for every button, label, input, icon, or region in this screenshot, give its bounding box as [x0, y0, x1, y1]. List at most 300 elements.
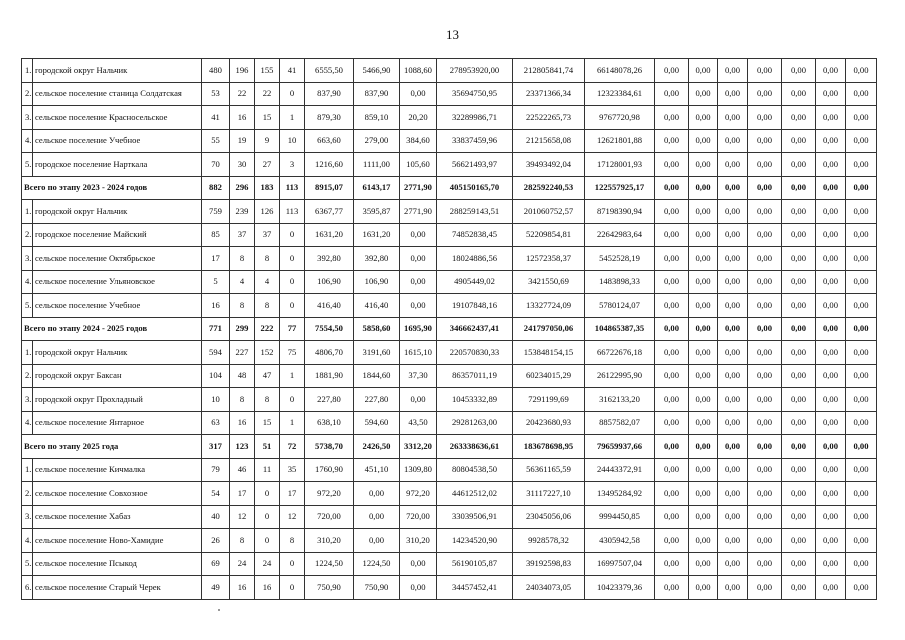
value-cell: 31117227,10	[513, 482, 585, 506]
value-cell: 0,00	[846, 364, 877, 388]
value-cell: 70	[202, 153, 230, 177]
value-cell: 3312,20	[400, 435, 437, 459]
value-cell: 0,00	[689, 59, 718, 83]
value-cell: 0,00	[718, 458, 748, 482]
value-cell: 0,00	[655, 529, 689, 553]
value-cell: 1216,60	[305, 153, 354, 177]
value-cell: 0,00	[655, 364, 689, 388]
value-cell: 0,00	[748, 200, 782, 224]
value-cell: 48	[230, 364, 255, 388]
value-cell: 0,00	[689, 294, 718, 318]
value-cell: 879,30	[305, 106, 354, 130]
value-cell: 0,00	[718, 341, 748, 365]
value-cell: 0,00	[655, 482, 689, 506]
value-cell: 0,00	[718, 106, 748, 130]
value-cell: 0,00	[400, 270, 437, 294]
value-cell: 0,00	[846, 129, 877, 153]
value-cell: 0,00	[748, 153, 782, 177]
value-cell: 9994450,85	[585, 505, 655, 529]
value-cell: 0,00	[816, 153, 846, 177]
value-cell: 0,00	[689, 82, 718, 106]
value-cell: 113	[280, 176, 305, 200]
table-row	[22, 576, 877, 600]
page-number: 13	[446, 27, 459, 42]
value-cell: 0,00	[782, 482, 816, 506]
value-cell: 24	[230, 552, 255, 576]
value-cell: 0,00	[816, 270, 846, 294]
municipality-name: сельское поселение Октябрьское	[33, 247, 202, 271]
value-cell: 0,00	[718, 270, 748, 294]
municipality-name: сельское поселение Ульяновское	[33, 270, 202, 294]
row-number: 2.	[22, 482, 33, 506]
row-number: 4.	[22, 411, 33, 435]
municipality-name: городской округ Нальчик	[33, 200, 202, 224]
value-cell: 1309,80	[400, 458, 437, 482]
value-cell: 54	[202, 482, 230, 506]
value-cell: 227	[230, 341, 255, 365]
value-cell: 0,00	[718, 529, 748, 553]
table-row	[22, 388, 877, 412]
value-cell: 155	[255, 59, 280, 83]
value-cell: 0,00	[689, 153, 718, 177]
value-cell: 0,00	[782, 411, 816, 435]
value-cell: 0,00	[748, 364, 782, 388]
value-cell: 0,00	[689, 106, 718, 130]
value-cell: 19	[230, 129, 255, 153]
value-cell: 10	[280, 129, 305, 153]
municipality-name: сельское поселение Старый Черек	[33, 576, 202, 600]
value-cell: 1881,90	[305, 364, 354, 388]
value-cell: 39493492,04	[513, 153, 585, 177]
row-number: 2.	[22, 223, 33, 247]
value-cell: 0,00	[816, 341, 846, 365]
table-row	[22, 482, 877, 506]
value-cell: 6555,50	[305, 59, 354, 83]
value-cell: 0,00	[718, 294, 748, 318]
value-cell: 0,00	[718, 176, 748, 200]
row-number: 3.	[22, 388, 33, 412]
value-cell: 0,00	[846, 294, 877, 318]
value-cell: 40	[202, 505, 230, 529]
value-cell: 10453332,89	[437, 388, 513, 412]
value-cell: 0	[280, 270, 305, 294]
value-cell: 44612512,02	[437, 482, 513, 506]
value-cell: 0,00	[655, 106, 689, 130]
value-cell: 12323384,61	[585, 82, 655, 106]
value-cell: 75	[280, 341, 305, 365]
value-cell: 0,00	[748, 505, 782, 529]
value-cell: 4806,70	[305, 341, 354, 365]
value-cell: 126	[255, 200, 280, 224]
table-row	[22, 59, 877, 83]
value-cell: 153848154,15	[513, 341, 585, 365]
row-number: 5.	[22, 153, 33, 177]
value-cell: 23045056,06	[513, 505, 585, 529]
value-cell: 759	[202, 200, 230, 224]
value-cell: 0,00	[400, 388, 437, 412]
value-cell: 5738,70	[305, 435, 354, 459]
value-cell: 15	[255, 106, 280, 130]
value-cell: 663,60	[305, 129, 354, 153]
value-cell: 0,00	[718, 82, 748, 106]
value-cell: 26122995,90	[585, 364, 655, 388]
value-cell: 279,00	[354, 129, 400, 153]
value-cell: 0,00	[816, 482, 846, 506]
value-cell: 17	[202, 247, 230, 271]
value-cell: 0,00	[689, 200, 718, 224]
value-cell: 16	[255, 576, 280, 600]
value-cell: 8	[280, 529, 305, 553]
value-cell: 1760,90	[305, 458, 354, 482]
value-cell: 26	[202, 529, 230, 553]
value-cell: 0,00	[782, 388, 816, 412]
value-cell: 0,00	[718, 153, 748, 177]
value-cell: 0,00	[655, 176, 689, 200]
value-cell: 0,00	[748, 270, 782, 294]
value-cell: 0,00	[816, 435, 846, 459]
value-cell: 0,00	[846, 411, 877, 435]
value-cell: 750,90	[354, 576, 400, 600]
total-label: Всего по этапу 2024 - 2025 годов	[22, 317, 202, 341]
value-cell: 278953920,00	[437, 59, 513, 83]
value-cell: 0,00	[655, 200, 689, 224]
value-cell: 0,00	[782, 364, 816, 388]
value-cell: 49	[202, 576, 230, 600]
value-cell: 8	[230, 294, 255, 318]
value-cell: 0,00	[689, 552, 718, 576]
municipality-name: городской округ Нальчик	[33, 59, 202, 83]
value-cell: 0,00	[718, 223, 748, 247]
value-cell: 0,00	[655, 247, 689, 271]
value-cell: 0,00	[748, 59, 782, 83]
municipality-name: сельское поселение Учебное	[33, 129, 202, 153]
value-cell: 0,00	[748, 129, 782, 153]
value-cell: 55	[202, 129, 230, 153]
value-cell: 0	[255, 482, 280, 506]
value-cell: 0,00	[748, 529, 782, 553]
value-cell: 1695,90	[400, 317, 437, 341]
value-cell: 0,00	[816, 388, 846, 412]
value-cell: 35	[280, 458, 305, 482]
value-cell: 60234015,29	[513, 364, 585, 388]
value-cell: 17128001,93	[585, 153, 655, 177]
table-row	[22, 129, 877, 153]
value-cell: 0,00	[846, 341, 877, 365]
value-cell: 299	[230, 317, 255, 341]
municipality-name: сельское поселение Совхозное	[33, 482, 202, 506]
value-cell: 122557925,17	[585, 176, 655, 200]
value-cell: 8915,07	[305, 176, 354, 200]
row-number: 1.	[22, 59, 33, 83]
value-cell: 152	[255, 341, 280, 365]
value-cell: 0,00	[718, 505, 748, 529]
value-cell: 22642983,64	[585, 223, 655, 247]
value-cell: 0,00	[655, 82, 689, 106]
value-cell: 2771,90	[400, 176, 437, 200]
value-cell: 0,00	[846, 317, 877, 341]
value-cell: 0,00	[782, 505, 816, 529]
value-cell: 0,00	[718, 200, 748, 224]
row-number: 5.	[22, 552, 33, 576]
value-cell: 0,00	[718, 388, 748, 412]
table-row	[22, 458, 877, 482]
value-cell: 0,00	[689, 247, 718, 271]
value-cell: 0,00	[846, 153, 877, 177]
table-row	[22, 294, 877, 318]
value-cell: 0,00	[782, 576, 816, 600]
value-cell: 0,00	[782, 106, 816, 130]
value-cell: 0,00	[400, 552, 437, 576]
municipality-name: сельское поселение Учебное	[33, 294, 202, 318]
value-cell: 0,00	[689, 482, 718, 506]
value-cell: 0	[280, 223, 305, 247]
value-cell: 1	[280, 411, 305, 435]
value-cell: 222	[255, 317, 280, 341]
value-cell: 288259143,51	[437, 200, 513, 224]
value-cell: 837,90	[354, 82, 400, 106]
value-cell: 27	[255, 153, 280, 177]
value-cell: 0,00	[655, 388, 689, 412]
value-cell: 0,00	[748, 411, 782, 435]
row-number: 2.	[22, 82, 33, 106]
value-cell: 20,20	[400, 106, 437, 130]
value-cell: 220570830,33	[437, 341, 513, 365]
value-cell: 0,00	[655, 317, 689, 341]
value-cell: 52209854,81	[513, 223, 585, 247]
value-cell: 1088,60	[400, 59, 437, 83]
value-cell: 46	[230, 458, 255, 482]
value-cell: 282592240,53	[513, 176, 585, 200]
value-cell: 0,00	[748, 294, 782, 318]
value-cell: 0,00	[846, 82, 877, 106]
value-cell: 0,00	[655, 294, 689, 318]
value-cell: 0,00	[782, 247, 816, 271]
value-cell: 87198390,94	[585, 200, 655, 224]
municipality-name: городской округ Прохладный	[33, 388, 202, 412]
value-cell: 0	[255, 529, 280, 553]
value-cell: 123	[230, 435, 255, 459]
value-cell: 0,00	[748, 458, 782, 482]
value-cell: 346662437,41	[437, 317, 513, 341]
value-cell: 859,10	[354, 106, 400, 130]
value-cell: 0,00	[718, 411, 748, 435]
value-cell: 0,00	[748, 176, 782, 200]
value-cell: 16	[230, 411, 255, 435]
value-cell: 2426,50	[354, 435, 400, 459]
value-cell: 416,40	[354, 294, 400, 318]
value-cell: 594,60	[354, 411, 400, 435]
value-cell: 12	[280, 505, 305, 529]
value-cell: 19107848,16	[437, 294, 513, 318]
value-cell: 11	[255, 458, 280, 482]
value-cell: 451,10	[354, 458, 400, 482]
value-cell: 594	[202, 341, 230, 365]
value-cell: 34457452,41	[437, 576, 513, 600]
value-cell: 0,00	[782, 129, 816, 153]
value-cell: 241797050,06	[513, 317, 585, 341]
municipality-name: сельское поселение станица Солдатская	[33, 82, 202, 106]
value-cell: 972,20	[400, 482, 437, 506]
value-cell: 183	[255, 176, 280, 200]
value-cell: 0,00	[718, 435, 748, 459]
value-cell: 106,90	[305, 270, 354, 294]
value-cell: 317	[202, 435, 230, 459]
value-cell: 37	[255, 223, 280, 247]
value-cell: 0,00	[846, 200, 877, 224]
value-cell: 882	[202, 176, 230, 200]
value-cell: 9767720,98	[585, 106, 655, 130]
municipality-name: сельское поселение Псыкод	[33, 552, 202, 576]
value-cell: 0,00	[655, 341, 689, 365]
value-cell: 310,20	[400, 529, 437, 553]
value-cell: 8	[230, 388, 255, 412]
value-cell: 24443372,91	[585, 458, 655, 482]
value-cell: 5466,90	[354, 59, 400, 83]
total-label: Всего по этапу 2023 - 2024 годов	[22, 176, 202, 200]
municipality-name: городской округ Нальчик	[33, 341, 202, 365]
row-number: 1.	[22, 200, 33, 224]
value-cell: 10	[202, 388, 230, 412]
value-cell: 0,00	[748, 247, 782, 271]
value-cell: 1224,50	[354, 552, 400, 576]
value-cell: 0,00	[689, 505, 718, 529]
value-cell: 1	[280, 106, 305, 130]
value-cell: 0,00	[846, 552, 877, 576]
row-number: 3.	[22, 106, 33, 130]
value-cell: 7554,50	[305, 317, 354, 341]
value-cell: 263338636,61	[437, 435, 513, 459]
table-row	[22, 153, 877, 177]
value-cell: 0,00	[816, 317, 846, 341]
value-cell: 66722676,18	[585, 341, 655, 365]
value-cell: 0,00	[782, 458, 816, 482]
value-cell: 0,00	[816, 59, 846, 83]
table-body	[22, 59, 877, 600]
value-cell: 0,00	[748, 552, 782, 576]
value-cell: 10423379,36	[585, 576, 655, 600]
value-cell: 0,00	[655, 59, 689, 83]
value-cell: 22522265,73	[513, 106, 585, 130]
value-cell: 392,80	[354, 247, 400, 271]
value-cell: 4305942,58	[585, 529, 655, 553]
value-cell: 104	[202, 364, 230, 388]
table-row	[22, 82, 877, 106]
value-cell: 0,00	[782, 153, 816, 177]
value-cell: 56190105,87	[437, 552, 513, 576]
value-cell: 66148078,26	[585, 59, 655, 83]
value-cell: 16	[202, 294, 230, 318]
value-cell: 0	[280, 247, 305, 271]
value-cell: 24034073,05	[513, 576, 585, 600]
value-cell: 0,00	[748, 341, 782, 365]
total-label: Всего по этапу 2025 года	[22, 435, 202, 459]
value-cell: 79	[202, 458, 230, 482]
value-cell: 0,00	[782, 223, 816, 247]
row-number: 4.	[22, 529, 33, 553]
value-cell: 0,00	[816, 200, 846, 224]
value-cell: 0,00	[354, 529, 400, 553]
value-cell: 3595,87	[354, 200, 400, 224]
value-cell: 8	[255, 388, 280, 412]
value-cell: 0,00	[689, 411, 718, 435]
value-cell: 0,00	[816, 364, 846, 388]
value-cell: 310,20	[305, 529, 354, 553]
value-cell: 0,00	[782, 294, 816, 318]
value-cell: 0	[255, 505, 280, 529]
value-cell: 0,00	[816, 411, 846, 435]
value-cell: 4	[255, 270, 280, 294]
value-cell: 720,00	[305, 505, 354, 529]
value-cell: 296	[230, 176, 255, 200]
value-cell: 771	[202, 317, 230, 341]
value-cell: 0,00	[846, 576, 877, 600]
value-cell: 69	[202, 552, 230, 576]
municipality-name: городской округ Баксан	[33, 364, 202, 388]
value-cell: 720,00	[400, 505, 437, 529]
value-cell: 4905449,02	[437, 270, 513, 294]
value-cell: 0,00	[689, 458, 718, 482]
value-cell: 392,80	[305, 247, 354, 271]
value-cell: 416,40	[305, 294, 354, 318]
value-cell: 13495284,92	[585, 482, 655, 506]
value-cell: 8	[230, 529, 255, 553]
value-cell: 0,00	[718, 552, 748, 576]
value-cell: 41	[280, 59, 305, 83]
value-cell: 405150165,70	[437, 176, 513, 200]
value-cell: 0,00	[655, 552, 689, 576]
value-cell: 33837459,96	[437, 129, 513, 153]
table-row	[22, 270, 877, 294]
value-cell: 0,00	[846, 458, 877, 482]
table-row	[22, 529, 877, 553]
value-cell: 837,90	[305, 82, 354, 106]
value-cell: 0,00	[400, 247, 437, 271]
value-cell: 106,90	[354, 270, 400, 294]
value-cell: 3162133,20	[585, 388, 655, 412]
value-cell: 183678698,95	[513, 435, 585, 459]
value-cell: 22	[255, 82, 280, 106]
value-cell: 56361165,59	[513, 458, 585, 482]
value-cell: 0,00	[846, 435, 877, 459]
value-cell: 79659937,66	[585, 435, 655, 459]
value-cell: 201060752,57	[513, 200, 585, 224]
row-number: 2.	[22, 364, 33, 388]
value-cell: 0,00	[782, 529, 816, 553]
value-cell: 0,00	[816, 106, 846, 130]
table-row	[22, 247, 877, 271]
value-cell: 0,00	[816, 294, 846, 318]
value-cell: 0,00	[400, 223, 437, 247]
value-cell: 17	[280, 482, 305, 506]
value-cell: 384,60	[400, 129, 437, 153]
value-cell: 0,00	[718, 364, 748, 388]
value-cell: 0,00	[846, 388, 877, 412]
value-cell: 1631,20	[305, 223, 354, 247]
value-cell: 104865387,35	[585, 317, 655, 341]
value-cell: 0	[280, 82, 305, 106]
value-cell: 6367,77	[305, 200, 354, 224]
municipality-name: сельское поселение Янтарное	[33, 411, 202, 435]
table-row	[22, 552, 877, 576]
value-cell: 15	[255, 411, 280, 435]
municipality-name: сельское поселение Красносельское	[33, 106, 202, 130]
value-cell: 239	[230, 200, 255, 224]
value-cell: 0,00	[748, 482, 782, 506]
value-cell: 0,00	[718, 576, 748, 600]
value-cell: 0,00	[846, 529, 877, 553]
value-cell: 80804538,50	[437, 458, 513, 482]
value-cell: 1224,50	[305, 552, 354, 576]
